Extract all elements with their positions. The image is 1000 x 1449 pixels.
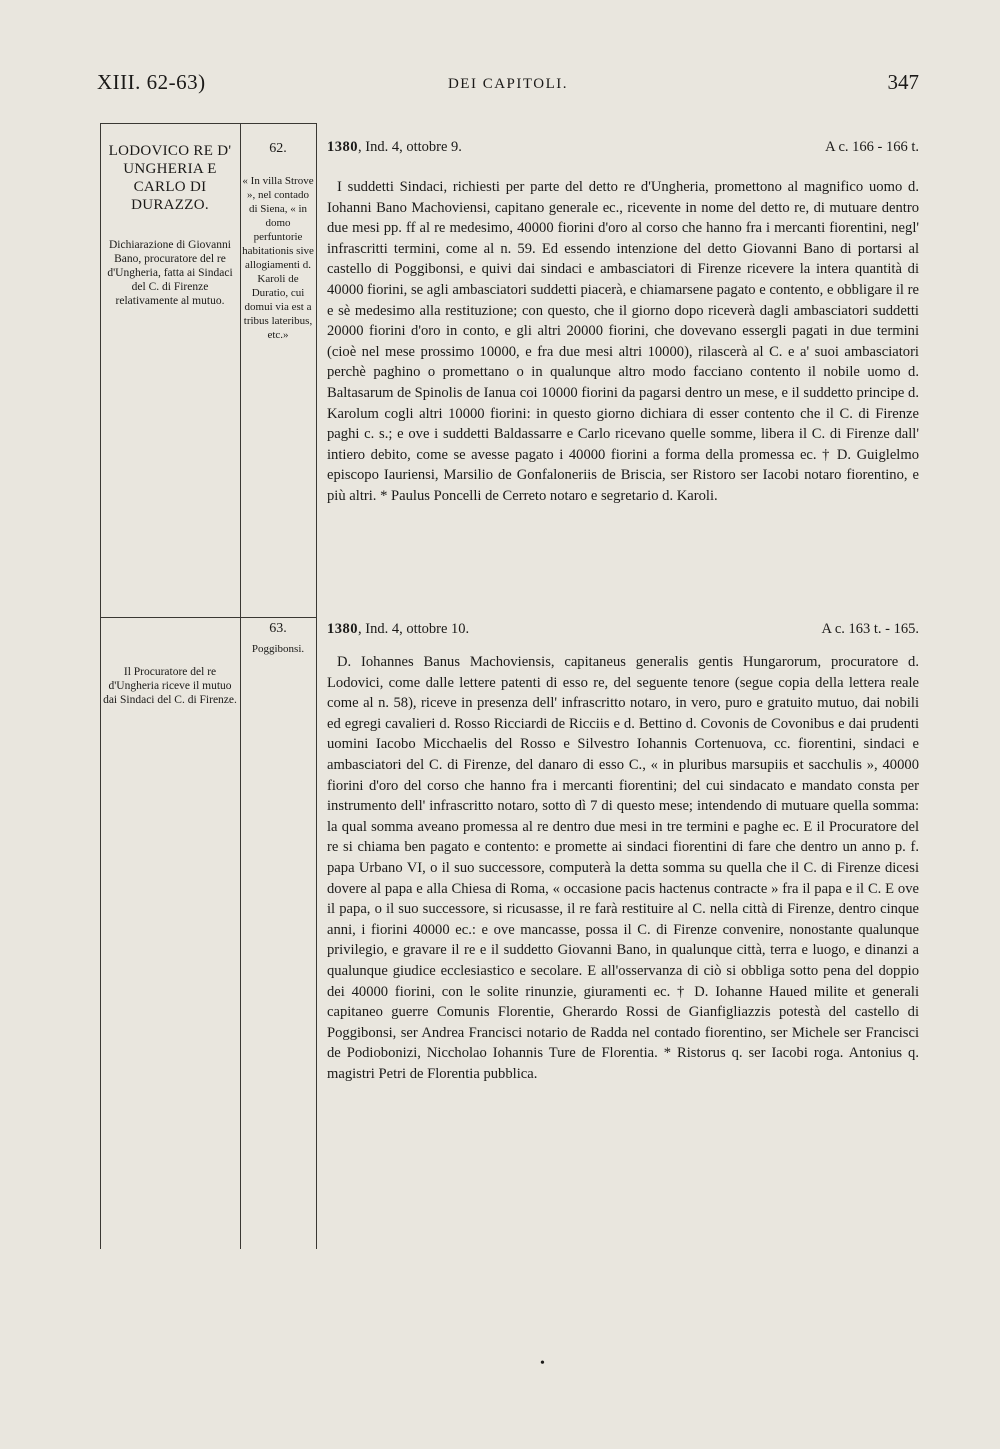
running-title: DEI CAPITOLI. [447, 76, 569, 92]
running-header [97, 70, 919, 104]
row-rule-top [100, 123, 316, 124]
archive-reference: A c. 163 t. - 165. [821, 621, 919, 637]
marginal-title: LODOVICO RE D' UNGHERIA E CARLO DI DURAZZO. [108, 143, 232, 213]
archive-reference: A c. 166 - 166 t. [825, 139, 919, 155]
entry-paragraph: D. Iohannes Banus Machoviensis, capitaneus generalis gentis Hungarorum, procuratore d. Lodovici, come dalle lettere patenti di esso re, del seguente tenore (segue copia della lettera reale come al n. 58), riceve in presenza dell' infrascritto notaro, in vero, puro e gratuito mutuo, dai nobili ed egregi cavalieri d. Rosso Ricciardi de Ricciis e d. Bettino d. Covonis de Covonibus e dai prudenti uomini Iacobo Micchaelis del Rosso e Silvestro Iohannis Cortenuova, cc. fiorentini, sindaci e ambasciatori del C. di Firenze, del danaro di esso C., « in pluribus marsupiis et sacchulis », 40000 fiorini d'oro del corso che hanno fra i mercanti fiorentini; del cui sindacato e mandato consta per instrumento dell' infrascritto notaro, sotto dì 7 di questo mese; intendendo di mutuare quella somma: la qual somma aveano promessa al re dentro due mesi in tre termini e paghe ec. E il Procuratore del re si chiama ben pagato e contento: e promette ai sindaci fiorentini di fare che dentro un anno p. f. papa Urbano VI, o il suo successore, computerà la detta somma su quella che il C. di Firenze dicesi dovere al papa e alla Chiesa di Roma, « occasione pacis hactenus contracte » fra il papa e il C. E ove il papa, o il suo successore, si ricusasse, il re farà restituire al C. nella città di Firenze, dentro cinque anni, i fiorini 40000 ec.: e ove mancasse, possa il C. di Firenze convenire, nonostante qualunque privilegio, e gravare il re e il suddetto Giovanni Bano, in qualunque città, terra e luogo, e dinanzi a qualunque giudice ecclesiastico e secolare. E all'osservanza di ciò si obbliga sotto pena del doppio dei 40000 fiorini, con le solite rinunzie, giuramenti ec. † D. Iohanne Haued milite et generali capitaneo guerre Comunis Florentie, Gherardo Rossi de Gianfigliazzis potestà del castello di Poggibonsi, ser Andrea Francisci notario de Radda nel contado fiorentino, ser Michele ser Francisci de Podiobonizi, Niccholao Iohannis Ture de Florentia. * Ristorus q. ser Iacobi roga. Antonius q. magistri Petri de Florentia pubblica. [327, 654, 919, 1082]
entry-header-63 [327, 621, 919, 638]
entry-year: 1380 [327, 139, 358, 155]
entry-body-63 [327, 652, 919, 1084]
entry-body-62 [327, 177, 919, 507]
entry-date: , Ind. 4, ottobre 9. [358, 139, 462, 155]
entry-header-62 [327, 139, 919, 156]
marginal-summary: Il Procuratore del re d'Ungheria riceve il mutuo dai Sindaci del C. di Firenze. [103, 666, 237, 706]
column-rule-1 [240, 123, 241, 1249]
entry-date: , Ind. 4, ottobre 10. [358, 621, 470, 637]
marginal-column-entry-62 [102, 142, 238, 308]
entry-year: 1380 [327, 621, 358, 637]
marginal-summary: Dichiarazione di Giovanni Bano, procuratore del re d'Ungheria, fatta ai Sindaci del C. di Firenze relativamente al mutuo. [107, 239, 233, 307]
entry-number: 63. [269, 621, 287, 636]
column-rule-2 [316, 123, 317, 1249]
page-number: 347 [887, 70, 919, 94]
note-column-entry-63 [242, 622, 314, 656]
place-note: « In villa Strove », nel contado di Siena, « in domo perfuntorie habitationis sive allogiamenti d. Karoli de Duratio, cui domui via est a tribus lateribus, etc.» [242, 175, 314, 341]
marginal-column-entry-63 [102, 665, 238, 707]
footer-mark: • [540, 1356, 545, 1371]
entry-number: 62. [269, 141, 287, 156]
entry-paragraph: I suddetti Sindaci, richiesti per parte del detto re d'Ungheria, promettono al magnifico uomo d. Iohanni Bano Machoviensi, capitano generale ec., ricevente in nome del detto re, di mutuare dentro due mesi pp. ff al re medesimo, 40000 fiorini d'oro al corso che hanno fra i mercanti fiorentini, negl' infrascritti termini, come al n. 59. Ed essendo intenzione del detto Giovanni Bano di portarsi al castello di Poggibonsi, e quivi dai sindaci e ambasciatori di Firenze ricevere la intera quantità di 40000 fiorini, se agli ambasciatori suddetti piacerà, e chiamarsene pagato e contento, e obbligare il re e sè medesimo alla restituzione; con questo, che il giorno dopo riceverà dagli ambasciatori suddetti 20000 fiorini d'oro in conto, e gli altri 20000 fiorini, che dovevano essergli pagati in due termini (cioè nel mese prossimo 10000, e fra due mesi altri 10000), rilascerà al C. e a' suoi ambasciatori perchè paghino o promettano o in qualunque altro modo facciano contento il nobile uomo d. Baltasarum de Spinolis de Ianua coi 10000 fiorini da pagarsi dentro un mese, e il suddetto principe d. Karolum cogli altri 10000 fiorini: in questo giorno dichiara di esser contento che il C. di Firenze paghi c. s.; e ove i suddetti Baldassarre e Carlo ricevano quelle somme, libera il C. di Firenze dall' intiero debito, come se avesse pagato i 40000 fiorini a forma della promessa ec. † D. Guiglelmo episcopo Iauriensi, Marsilio de Gonfaloneriis de Briscia, ser Ristoro ser Iacobi notaro fiorentino, e più altri. * Paulus Poncelli de Cerreto notaro e segretario d. Karoli. [327, 179, 919, 504]
column-rule-left [100, 123, 101, 1249]
row-rule-entry2 [100, 617, 316, 618]
place-note: Poggibonsi. [251, 643, 305, 655]
note-column-entry-62 [242, 142, 314, 342]
chapter-reference: XIII. 62-63) [97, 70, 206, 94]
